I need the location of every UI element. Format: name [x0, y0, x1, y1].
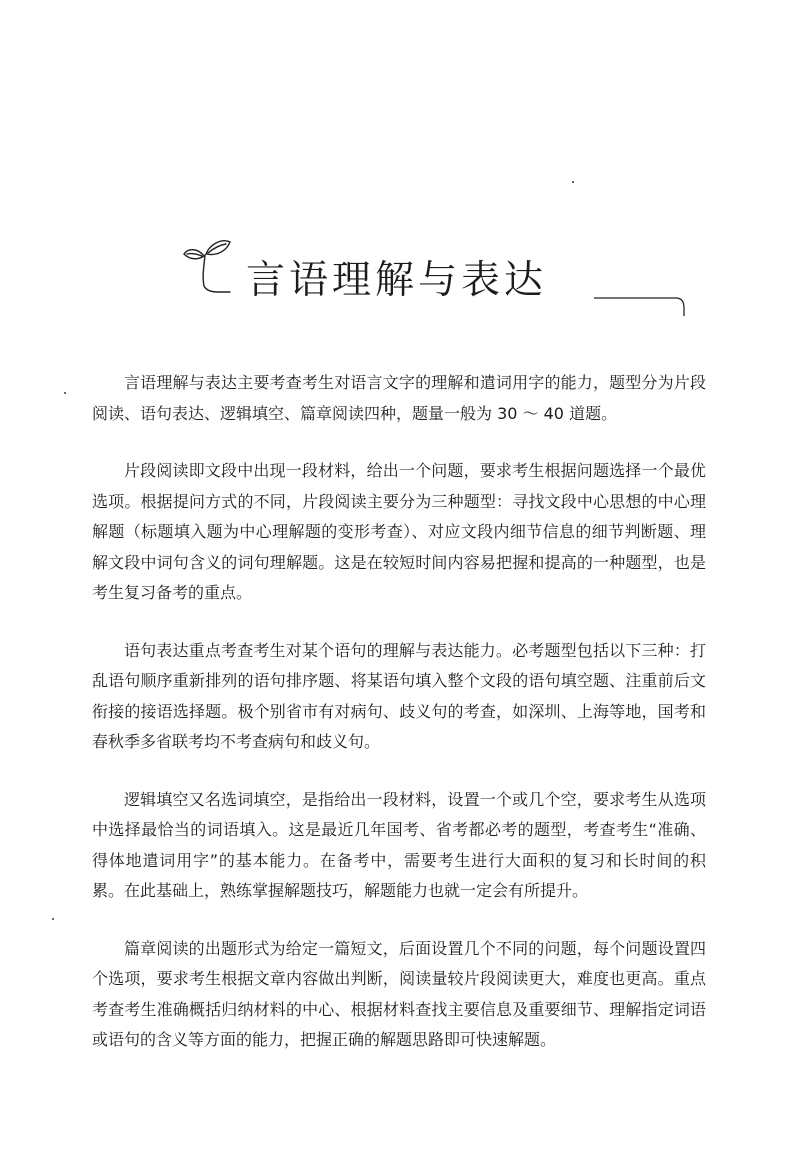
title-underline-decoration — [592, 276, 692, 320]
paragraph-logical-fill: 逻辑填空又名选词填空，是指给出一段材料，设置一个或几个空，要求考生从选项中选择最恰当的词语填入。这是最近几年国考、省考都必考的题型，考查考生“准确、得体地遣词用字”的基本能力。在备考中，需要考生进行大面积的复习和长时间的积累。在此基础上，熟练掌握解题技巧，解题能力也就一定会有所提升。 — [92, 789, 706, 900]
chapter-title: 言语理解与表达 — [246, 258, 548, 303]
paragraph-fragment-reading: 片段阅读即文段中出现一段材料，给出一个问题，要求考生根据问题选择一个最优选项。根据提问方式的不同，片段阅读主要分为三种题型：寻找文段中心思想的中心理解题（标题填入题为中心理解题的变形考查）、对应文段内细节信息的细节判断题、理解文段中词句含义的词句理解题。这是在较短时间内容易把握和提高的一种题型，也是考生复习备考的重点。 — [92, 461, 706, 602]
paragraph-overview: 言语理解与表达主要考查考生对语言文字的理解和遣词用字的能力，题型分为片段阅读、语句表达、逻辑填空、篇章阅读四种，题量一般为 30 ～ 40 道题。 — [92, 373, 706, 423]
intro-body — [92, 368, 706, 1083]
paragraph-sentence-expression: 语句表达重点考查考生对某个语句的理解与表达能力。必考题型包括以下三种：打乱语句顺序重新排列的语句排序题、将某语句填入整个文段的语句填空题、注重前后文衔接的接语选择题。极个别省市有对病句、歧义句的考查，如深圳、上海等地，国考和春秋季多省联考均不考查病句和歧义句。 — [92, 640, 706, 751]
paragraph-passage-reading: 篇章阅读的出题形式为给定一篇短文，后面设置几个不同的问题，每个问题设置四个选项，要求考生根据文章内容做出判断，阅读量较片段阅读更大，难度也更高。重点考查考生准确概括归纳材料的中心、根据材料查找主要信息及重要细节、理解指定词语或语句的含义等方面的能力，把握正确的解题思路即可快速解题。 — [92, 938, 706, 1049]
scan-speck — [52, 918, 54, 920]
scan-speck — [64, 392, 66, 394]
sprout-icon — [180, 234, 234, 296]
scan-speck — [572, 181, 574, 183]
